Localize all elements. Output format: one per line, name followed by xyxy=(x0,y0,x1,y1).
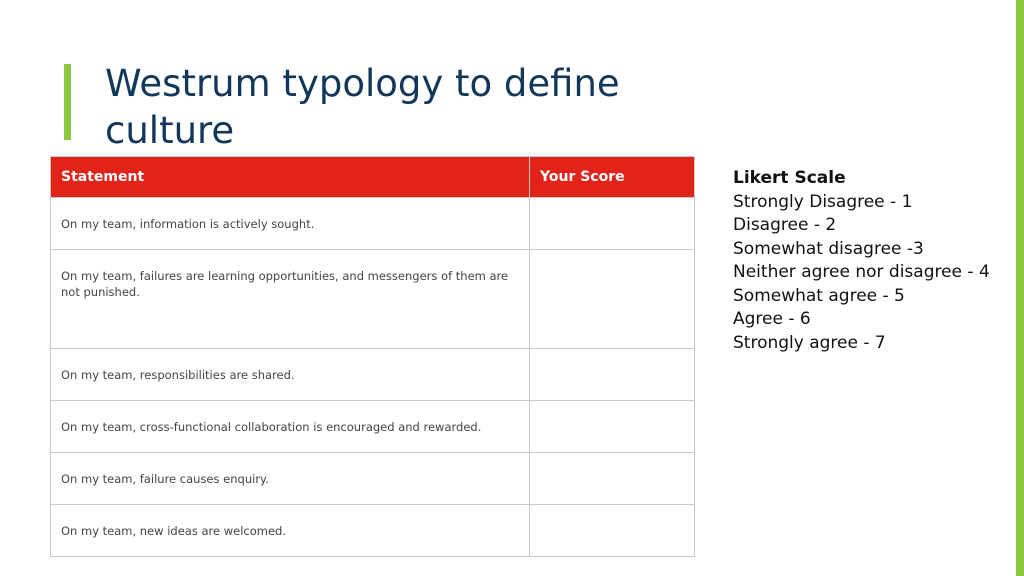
table-header-row xyxy=(51,157,695,198)
likert-item: Somewhat agree - 5 xyxy=(733,285,905,306)
title-accent-bar xyxy=(64,64,71,140)
right-edge-accent-bar xyxy=(1016,0,1024,576)
likert-item: Strongly Disagree - 1 xyxy=(733,191,913,212)
likert-item: Somewhat disagree -3 xyxy=(733,238,924,259)
table-row xyxy=(51,453,695,505)
statement-cell: On my team, information is actively sought. xyxy=(51,198,530,250)
likert-item: Neither agree nor disagree - 4 xyxy=(733,262,990,282)
table-row xyxy=(51,250,695,349)
likert-item: Strongly agree - 7 xyxy=(733,332,886,353)
table-row xyxy=(51,401,695,453)
statement-cell: On my team, failures are learning opportunities, and messengers of them are not punished. xyxy=(51,250,530,349)
likert-scale-legend xyxy=(733,167,993,355)
score-cell[interactable] xyxy=(530,250,695,349)
statement-cell: On my team, new ideas are welcomed. xyxy=(51,505,530,557)
likert-item: Disagree - 2 xyxy=(733,215,837,235)
score-cell[interactable] xyxy=(530,198,695,250)
statement-cell: On my team, responsibilities are shared. xyxy=(51,349,530,401)
score-cell[interactable] xyxy=(530,505,695,557)
survey-table xyxy=(50,156,695,557)
score-cell[interactable] xyxy=(530,453,695,505)
table-row xyxy=(51,198,695,250)
score-cell[interactable] xyxy=(530,401,695,453)
slide-title: Westrum typology to define culture xyxy=(105,62,620,152)
likert-item: Agree - 6 xyxy=(733,309,811,329)
score-cell[interactable] xyxy=(530,349,695,401)
table-row xyxy=(51,505,695,557)
statement-cell: On my team, failure causes enquiry. xyxy=(51,453,530,505)
header-your-score: Your Score xyxy=(530,157,695,198)
statement-cell: On my team, cross-functional collaboration is encouraged and rewarded. xyxy=(51,401,530,453)
header-statement: Statement xyxy=(51,157,530,198)
table-row xyxy=(51,349,695,401)
likert-title: Likert Scale xyxy=(733,168,846,188)
